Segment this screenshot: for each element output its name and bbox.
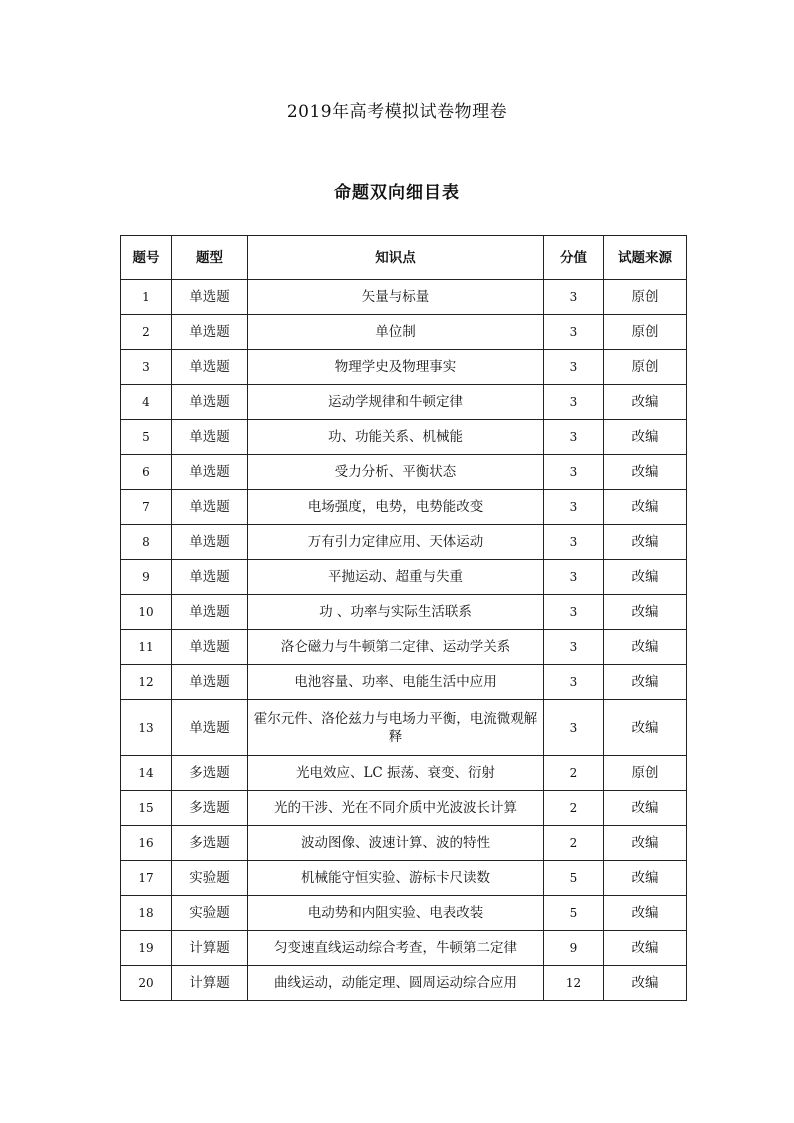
cell-source: 改编 [604, 385, 687, 420]
table-row [121, 826, 687, 861]
cell-number: 1 [121, 280, 172, 315]
cell-number: 6 [121, 455, 172, 490]
cell-knowledge: 光电效应、LC 振荡、衰变、衍射 [248, 756, 544, 791]
cell-knowledge: 波动图像、波速计算、波的特性 [248, 826, 544, 861]
cell-type: 多选题 [172, 756, 248, 791]
cell-type: 实验题 [172, 896, 248, 931]
table-body [121, 280, 687, 1001]
cell-knowledge: 洛仑磁力与牛顿第二定律、运动学关系 [248, 630, 544, 665]
cell-knowledge: 光的干涉、光在不同介质中光波波长计算 [248, 791, 544, 826]
cell-knowledge: 电池容量、功率、电能生活中应用 [248, 665, 544, 700]
cell-score: 2 [544, 756, 604, 791]
cell-score: 5 [544, 896, 604, 931]
cell-source: 改编 [604, 490, 687, 525]
cell-source: 改编 [604, 525, 687, 560]
cell-type: 单选题 [172, 490, 248, 525]
cell-source: 改编 [604, 665, 687, 700]
cell-type: 计算题 [172, 931, 248, 966]
cell-type: 实验题 [172, 861, 248, 896]
cell-knowledge: 矢量与标量 [248, 280, 544, 315]
table-row [121, 756, 687, 791]
header-knowledge-point: 知识点 [248, 236, 544, 280]
cell-score: 2 [544, 826, 604, 861]
cell-type: 单选题 [172, 630, 248, 665]
table-row [121, 630, 687, 665]
table-row [121, 791, 687, 826]
cell-number: 9 [121, 560, 172, 595]
cell-number: 20 [121, 966, 172, 1001]
table-row [121, 700, 687, 756]
cell-knowledge: 机械能守恒实验、游标卡尺读数 [248, 861, 544, 896]
cell-score: 3 [544, 665, 604, 700]
cell-score: 12 [544, 966, 604, 1001]
table-row [121, 525, 687, 560]
table-row [121, 490, 687, 525]
header-question-number: 题号 [121, 236, 172, 280]
cell-source: 原创 [604, 315, 687, 350]
table-row [121, 595, 687, 630]
cell-source: 改编 [604, 595, 687, 630]
cell-score: 2 [544, 791, 604, 826]
cell-score: 3 [544, 455, 604, 490]
cell-number: 2 [121, 315, 172, 350]
header-score: 分值 [544, 236, 604, 280]
document-title: 2019年高考模拟试卷物理卷 [286, 102, 508, 122]
cell-number: 3 [121, 350, 172, 385]
cell-number: 19 [121, 931, 172, 966]
cell-knowledge: 运动学规律和牛顿定律 [248, 385, 544, 420]
cell-type: 单选题 [172, 350, 248, 385]
cell-source: 原创 [604, 756, 687, 791]
cell-source: 改编 [604, 826, 687, 861]
table-header-row [121, 236, 687, 280]
cell-type: 单选题 [172, 315, 248, 350]
table-row [121, 560, 687, 595]
cell-score: 3 [544, 420, 604, 455]
cell-score: 3 [544, 315, 604, 350]
cell-number: 11 [121, 630, 172, 665]
cell-source: 改编 [604, 560, 687, 595]
cell-type: 单选题 [172, 560, 248, 595]
cell-score: 3 [544, 385, 604, 420]
cell-type: 单选题 [172, 455, 248, 490]
cell-source: 改编 [604, 966, 687, 1001]
table-row [121, 665, 687, 700]
cell-score: 3 [544, 350, 604, 385]
cell-score: 3 [544, 560, 604, 595]
cell-knowledge: 匀变速直线运动综合考查，牛顿第二定律 [248, 931, 544, 966]
cell-type: 单选题 [172, 385, 248, 420]
cell-score: 3 [544, 700, 604, 756]
cell-number: 13 [121, 700, 172, 756]
table-row [121, 420, 687, 455]
table-row [121, 966, 687, 1001]
table-row [121, 861, 687, 896]
cell-type: 多选题 [172, 826, 248, 861]
cell-type: 单选题 [172, 280, 248, 315]
cell-source: 原创 [604, 280, 687, 315]
cell-knowledge: 曲线运动，动能定理、圆周运动综合应用 [248, 966, 544, 1001]
document-subtitle: 命题双向细目表 [334, 183, 460, 203]
cell-score: 3 [544, 630, 604, 665]
header-source: 试题来源 [604, 236, 687, 280]
cell-score: 3 [544, 280, 604, 315]
cell-type: 单选题 [172, 700, 248, 756]
cell-source: 改编 [604, 896, 687, 931]
cell-number: 12 [121, 665, 172, 700]
cell-number: 5 [121, 420, 172, 455]
cell-number: 8 [121, 525, 172, 560]
cell-number: 7 [121, 490, 172, 525]
cell-knowledge: 电场强度，电势，电势能改变 [248, 490, 544, 525]
cell-source: 改编 [604, 700, 687, 756]
cell-type: 单选题 [172, 595, 248, 630]
cell-knowledge: 受力分析、平衡状态 [248, 455, 544, 490]
cell-score: 9 [544, 931, 604, 966]
spec-table [120, 235, 687, 1001]
cell-source: 改编 [604, 791, 687, 826]
header-question-type: 题型 [172, 236, 248, 280]
cell-number: 15 [121, 791, 172, 826]
cell-source: 改编 [604, 420, 687, 455]
cell-number: 4 [121, 385, 172, 420]
table-row [121, 350, 687, 385]
table-row [121, 455, 687, 490]
cell-knowledge: 电动势和内阻实验、电表改装 [248, 896, 544, 931]
table-row [121, 315, 687, 350]
cell-type: 单选题 [172, 665, 248, 700]
cell-knowledge: 功 、功率与实际生活联系 [248, 595, 544, 630]
cell-type: 单选题 [172, 420, 248, 455]
cell-score: 5 [544, 861, 604, 896]
cell-number: 16 [121, 826, 172, 861]
cell-source: 改编 [604, 861, 687, 896]
cell-number: 18 [121, 896, 172, 931]
cell-type: 计算题 [172, 966, 248, 1001]
cell-source: 改编 [604, 630, 687, 665]
cell-type: 单选题 [172, 525, 248, 560]
cell-source: 改编 [604, 931, 687, 966]
cell-knowledge: 单位制 [248, 315, 544, 350]
cell-knowledge: 物理学史及物理事实 [248, 350, 544, 385]
table-row [121, 385, 687, 420]
cell-score: 3 [544, 525, 604, 560]
cell-number: 10 [121, 595, 172, 630]
cell-source: 改编 [604, 455, 687, 490]
table-row [121, 896, 687, 931]
cell-type: 多选题 [172, 791, 248, 826]
cell-score: 3 [544, 595, 604, 630]
table-row [121, 931, 687, 966]
cell-knowledge: 平抛运动、超重与失重 [248, 560, 544, 595]
cell-knowledge: 功、功能关系、机械能 [248, 420, 544, 455]
cell-knowledge: 万有引力定律应用、天体运动 [248, 525, 544, 560]
table-row [121, 280, 687, 315]
cell-number: 17 [121, 861, 172, 896]
cell-source: 原创 [604, 350, 687, 385]
cell-score: 3 [544, 490, 604, 525]
cell-number: 14 [121, 756, 172, 791]
cell-knowledge: 霍尔元件、洛伦兹力与电场力平衡，电流微观解释 [248, 700, 544, 756]
